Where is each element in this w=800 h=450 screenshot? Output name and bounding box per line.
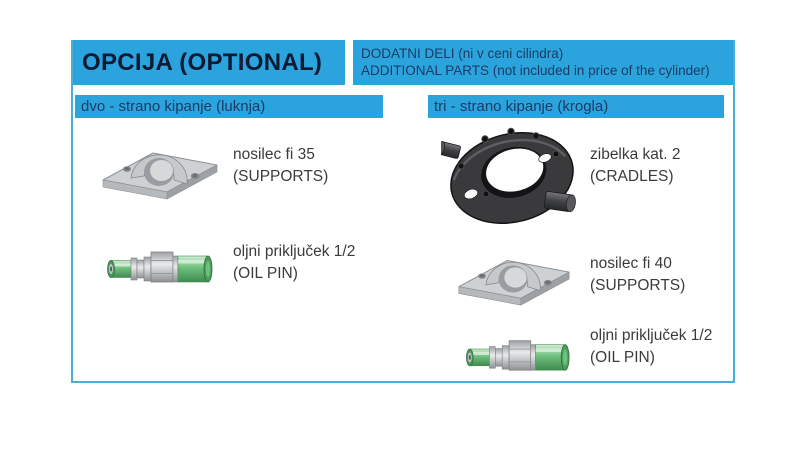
part-name-en: (OIL PIN) (233, 265, 298, 282)
part-label (233, 144, 328, 188)
cradle-image (441, 126, 583, 232)
part-name-en: (SUPPORTS) (590, 277, 686, 294)
part-name: oljni priključek 1/2 (233, 243, 356, 260)
part-name-en: (SUPPORTS) (233, 168, 329, 185)
section-title-three-side-tipping: tri - strano kipanje (krogla) (428, 95, 724, 118)
part-name: nosilec fi 35 (233, 146, 315, 163)
panel-header (73, 40, 733, 85)
supports-image (95, 138, 225, 202)
panel-note (353, 40, 733, 85)
part-name-en: (CRADLES) (590, 168, 674, 185)
supports-image (451, 246, 577, 308)
part-label (590, 325, 712, 369)
part-label (590, 144, 680, 188)
oil-pin-image (458, 327, 572, 378)
section-title-two-side-tipping: dvo - strano kipanje (luknja) (75, 95, 383, 118)
part-label (590, 253, 685, 297)
part-name: oljni priključek 1/2 (590, 327, 713, 344)
part-name-en: (OIL PIN) (590, 349, 655, 366)
part-label (233, 241, 355, 285)
panel-note-line1: DODATNI DELI (ni v ceni cilindra) (361, 46, 564, 61)
part-name: nosilec fi 40 (590, 255, 672, 272)
oil-pin-image (99, 238, 215, 290)
optional-parts-panel (71, 40, 735, 383)
part-name: zibelka kat. 2 (590, 146, 681, 163)
panel-title: OPCIJA (OPTIONAL) (73, 40, 345, 85)
panel-note-line2: ADDITIONAL PARTS (not included in price of the cylinder) (361, 62, 710, 78)
